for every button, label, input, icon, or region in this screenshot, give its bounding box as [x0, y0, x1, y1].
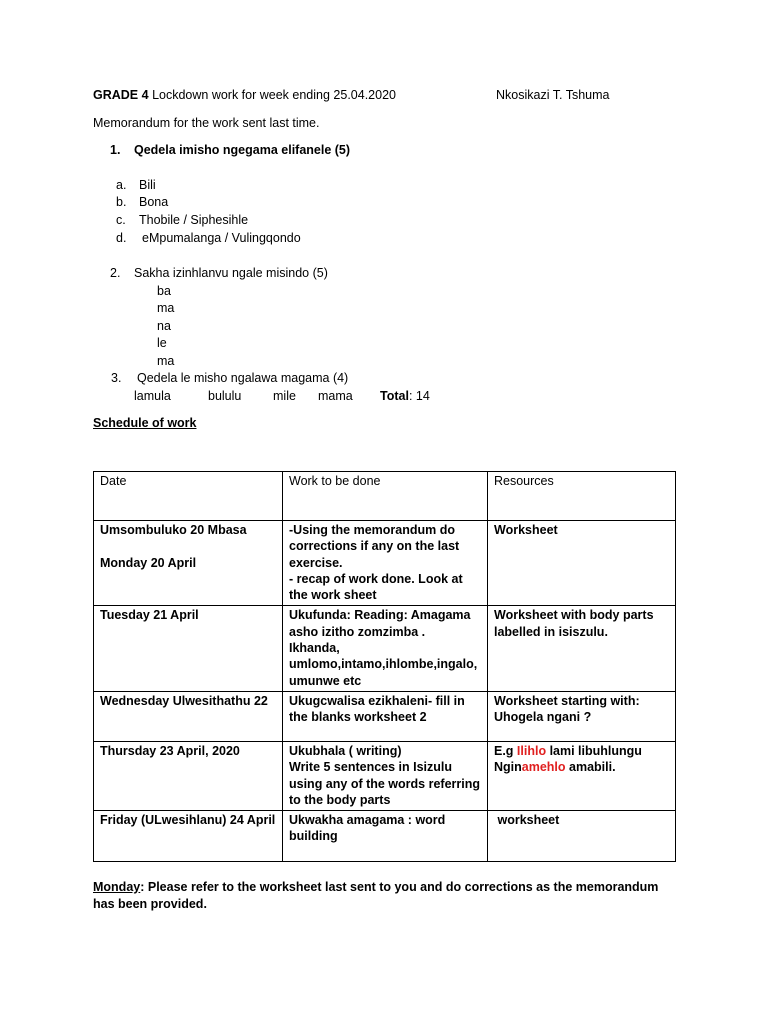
q2-answer: le: [157, 336, 167, 350]
table-row: [94, 741, 676, 810]
resources-cell: [488, 811, 676, 862]
table-row: [94, 691, 676, 741]
q2-answer: na: [157, 319, 171, 333]
cell-line: the blanks worksheet 2: [289, 710, 427, 725]
footer-text-2: has been provided.: [93, 897, 207, 911]
table-header-row: [94, 472, 676, 521]
cell-line: [100, 538, 276, 554]
cell-line: Umsombuluko 20 Mbasa: [100, 523, 247, 537]
schedule-heading: Schedule of work: [93, 416, 197, 430]
document-title: [93, 88, 396, 102]
schedule-table: [93, 471, 676, 862]
cell-line: exercise.: [289, 555, 343, 570]
date-cell: [94, 521, 283, 606]
q1-number: 1.: [110, 143, 121, 157]
date-cell: [94, 606, 283, 691]
q2-answer: ma: [157, 354, 175, 368]
work-cell: [283, 521, 488, 606]
q2-answer: ma: [157, 301, 175, 315]
cell-line: corrections if any on the last: [289, 539, 460, 554]
total-value: : 14: [408, 389, 430, 403]
q1-answer-d: eMpumalanga / Vulingqondo: [142, 231, 301, 245]
grade-label: GRADE 4: [93, 88, 149, 102]
q2-answer: ba: [157, 284, 171, 298]
table-row: [94, 606, 676, 691]
q3-answer: mama: [318, 389, 353, 403]
date-cell: [94, 741, 283, 810]
q1-letter-c: c.: [116, 213, 126, 227]
cell-line: to the body parts: [289, 792, 391, 807]
header-resources: Resources: [488, 472, 676, 521]
cell-line: Uhogela ngani ?: [494, 710, 592, 725]
cell-line: Write 5 sentences in Isizulu: [289, 760, 453, 775]
q3-answer: lamula: [134, 389, 171, 403]
cell-line: umunwe etc: [289, 673, 362, 688]
work-cell: [283, 606, 488, 691]
cell-line: worksheet: [494, 813, 560, 828]
total-score: [380, 389, 430, 403]
cell-line: Friday (ULwesihlanu) 24 April: [100, 813, 276, 828]
cell-line: Ikhanda,: [289, 641, 340, 656]
q1-answer-b: Bona: [139, 195, 169, 209]
work-cell: [283, 691, 488, 741]
q1-letter-a: a.: [116, 178, 127, 192]
highlighted-word: Ilihlo: [516, 743, 547, 758]
cell-line: - recap of work done. Look at: [289, 571, 463, 586]
q1-answer-c: Thobile / Siphesihle: [139, 213, 249, 227]
q3-answer: mile: [273, 389, 296, 403]
cell-line: Ukubhala ( writing): [289, 743, 402, 758]
cell-line: Ukwakha amagama : word: [289, 813, 446, 828]
date-cell: [94, 691, 283, 741]
q3-number: 3.: [111, 371, 122, 385]
example-suffix: lami libuhlungu: [546, 743, 642, 758]
example-sentence-2: [494, 759, 669, 775]
table-row: [94, 521, 676, 606]
cell-line: Worksheet: [494, 523, 558, 537]
cell-line: the work sheet: [289, 588, 377, 603]
q1-letter-d: d.: [116, 231, 127, 245]
q2-number: 2.: [110, 266, 121, 280]
date-cell: [94, 811, 283, 862]
footer-day: Monday: [93, 880, 141, 894]
cell-line: Worksheet starting with:: [494, 693, 640, 708]
cell-line: Worksheet with body parts: [494, 608, 654, 623]
resources-cell: [488, 521, 676, 606]
cell-line: Ukugcwalisa ezikhaleni- fill in: [289, 693, 465, 708]
memo-intro: Memorandum for the work sent last time.: [93, 116, 320, 130]
cell-line: umlomo,intamo,ihlombe,ingalo,: [289, 657, 478, 672]
q3-text: Qedela le misho ngalawa magama (4): [137, 371, 349, 385]
cell-line: Ukufunda: Reading: Amagama: [289, 608, 471, 623]
cell-line: Monday 20 April: [100, 555, 197, 570]
table-row: [94, 811, 676, 862]
example-suffix: amabili.: [565, 760, 616, 775]
highlighted-word: amehlo: [521, 760, 566, 775]
cell-line: labelled in isiszulu.: [494, 624, 608, 639]
q1-text: Qedela imisho ngegama elifanele (5): [134, 143, 351, 157]
example-sentence-1: [494, 743, 669, 759]
total-label: Total: [380, 389, 409, 403]
teacher-name: Nkosikazi T. Tshuma: [496, 88, 610, 102]
work-cell: [283, 811, 488, 862]
resources-cell: [488, 741, 676, 810]
q2-text: Sakha izinhlanvu ngale misindo (5): [134, 266, 328, 280]
cell-line: Thursday 23 April, 2020: [100, 743, 240, 758]
q3-answer: bululu: [208, 389, 242, 403]
example-prefix: Ngin: [494, 760, 522, 775]
resources-cell: [488, 606, 676, 691]
cell-line: building: [289, 829, 338, 844]
monday-instruction: [93, 879, 658, 913]
header-date: Date: [94, 472, 283, 521]
cell-line: using any of the words referring: [289, 776, 480, 791]
example-prefix: E.g: [494, 743, 517, 758]
cell-line: Tuesday 21 April: [100, 608, 199, 623]
q1-answer-a: Bili: [139, 178, 156, 192]
cell-line: Wednesday Ulwesithathu 22: [100, 693, 268, 708]
q1-letter-b: b.: [116, 195, 127, 209]
cell-line: asho izitho zomzimba .: [289, 624, 426, 639]
title-text: Lockdown work for week ending 25.04.2020: [152, 88, 396, 102]
footer-text-1: : Please refer to the worksheet last sent to you and do corrections as the memorandum: [140, 880, 659, 894]
resources-cell: [488, 691, 676, 741]
cell-line: -Using the memorandum do: [289, 523, 455, 537]
header-work: Work to be done: [283, 472, 488, 521]
work-cell: [283, 741, 488, 810]
